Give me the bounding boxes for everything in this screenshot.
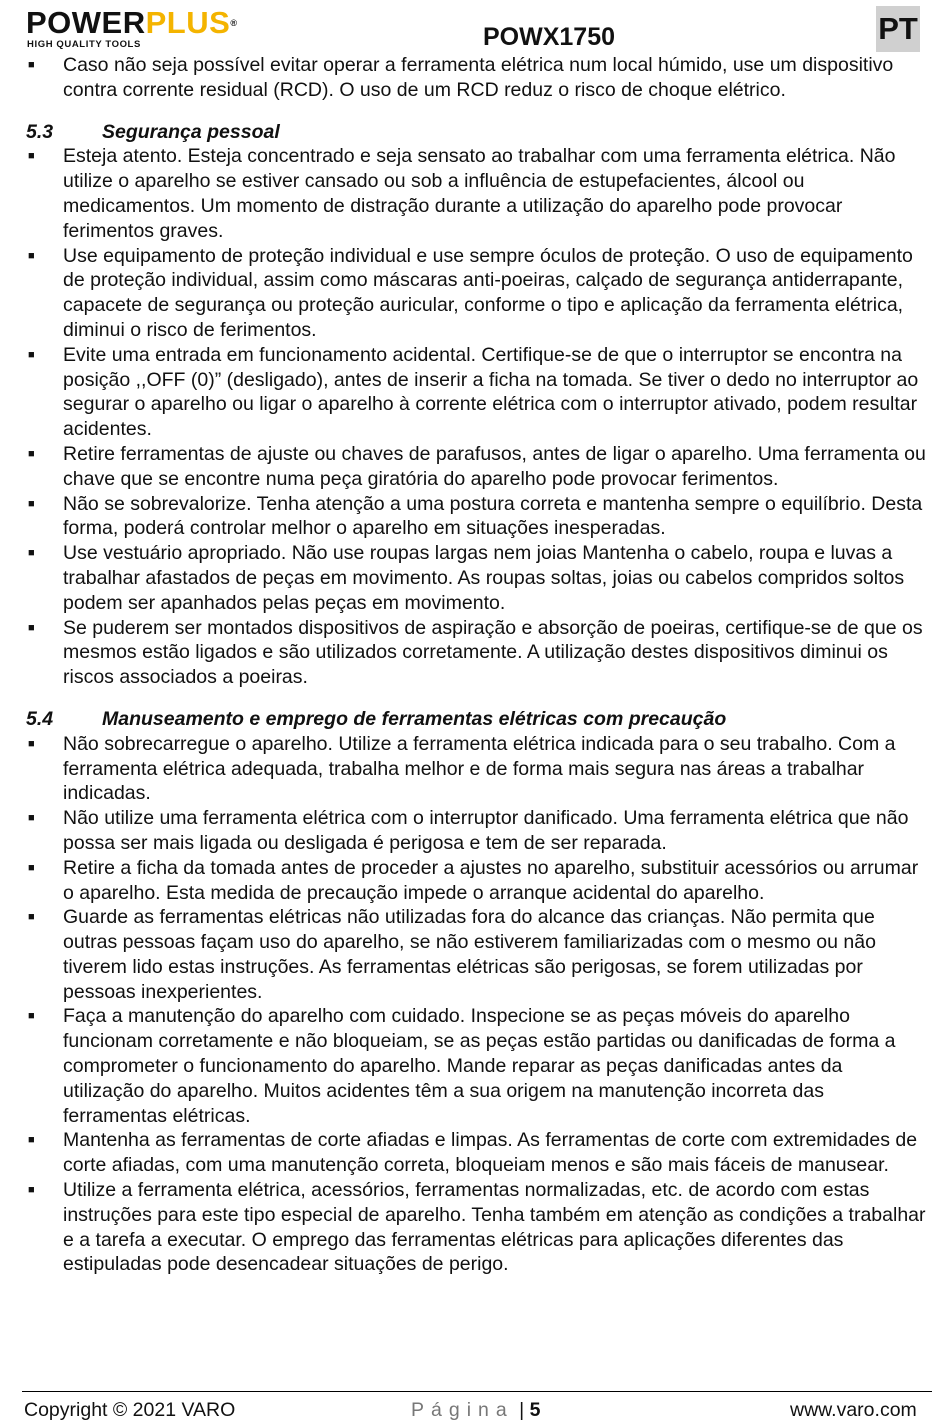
bullet-icon: ■ — [28, 812, 35, 825]
section-5-4-list — [26, 732, 926, 1278]
list-item: ■ Retire ferramentas de ajuste ou chaves de parafusos, antes de ligar o aparelho. Uma ferramenta ou chave que se encontre numa peça giratória do aparelho pode provocar ferimentos. — [28, 442, 926, 490]
page-separator: | — [513, 1399, 530, 1421]
bullet-icon: ■ — [28, 497, 35, 510]
section-title: Segurança pessoal — [102, 120, 280, 143]
list-item: ■ Retire a ficha da tomada antes de proceder a ajustes no aparelho, substituir acessórios ou arrumar o aparelho. Esta medida de precaução impede o arranque acidental do aparelho. — [28, 856, 919, 904]
bullet-icon: ■ — [28, 249, 35, 262]
section-heading-5-4 — [26, 707, 926, 732]
page-label: Página — [411, 1399, 514, 1421]
bullet-icon: ■ — [28, 1134, 35, 1147]
page-number: 5 — [529, 1399, 541, 1421]
bullet-icon: ■ — [28, 737, 35, 750]
intro-list — [26, 53, 926, 103]
bullet-icon: ■ — [28, 547, 35, 560]
list-item: ■ Faça a manutenção do aparelho com cuidado. Inspecione se as peças móveis do aparelho funcionam corretamente e não bloqueiam, se as peças estão partidas ou danificadas de forma a comprometer o funcionamento do aparelho. Mande reparar as peças danificadas antes da utilização do aparelho. Muitos acidentes têm a sua origem na manutenção incorreta das ferramentas elétricas. — [28, 1005, 896, 1127]
logo-wordmark: POWERPLUS® — [26, 5, 238, 40]
bullet-icon: ■ — [28, 348, 35, 361]
section-number: 5.3 — [26, 120, 54, 143]
bullet-icon: ■ — [28, 150, 35, 163]
footer-copyright: Copyright © 2021 VARO — [24, 1399, 236, 1421]
section-number: 5.4 — [26, 707, 54, 730]
bullet-icon: ■ — [28, 911, 35, 924]
model-number: POWX1750 — [483, 23, 616, 51]
list-item: ■ Não sobrecarregue o aparelho. Utilize a ferramenta elétrica indicada para o seu trabalho. Com a ferramenta elétrica adequada, trabalha melhor e de forma mais segura nas áreas a trabalhar indicadas. — [28, 732, 896, 805]
bullet-icon: ■ — [28, 447, 35, 460]
bullet-icon: ■ — [28, 1010, 35, 1023]
list-item: ■ Esteja atento. Esteja concentrado e seja sensato ao trabalhar com uma ferramenta elétrica. Não utilize o aparelho se estiver cansado ou sob a influência de estupefacientes, álcool ou medicamentos. Um momento de distração durante a utilização do aparelho pode provocar ferimentos graves. — [28, 145, 896, 242]
footer-website[interactable]: www.varo.com — [790, 1399, 917, 1421]
section-heading-5-3 — [26, 120, 926, 145]
list-item: ■ Use vestuário apropriado. Não use roupas largas nem joias Mantenha o cabelo, roupa e luvas a trabalhar afastados de peças em movimento. As roupas soltas, joias ou cabelos compridos soltos podem ser apanhados pelas peças em movimento. — [28, 542, 905, 614]
section-title: Manuseamento e emprego de ferramentas elétricas com precaução — [102, 707, 727, 730]
list-item: ■ Não utilize uma ferramenta elétrica com o interruptor danificado. Uma ferramenta elétrica que não possa ser mais ligada ou desligada é perigosa e tem de ser reparada. — [28, 807, 909, 854]
bullet-icon: ■ — [28, 1184, 35, 1197]
bullet-icon: ■ — [28, 861, 35, 874]
list-item: ■ Não se sobrevalorize. Tenha atenção a uma postura correta e mantenha sempre o equilíbrio. Desta forma, poderá controlar melhor o aparelho em situações inesperadas. — [28, 492, 923, 540]
footer-divider — [22, 1391, 932, 1392]
bullet-icon: ■ — [28, 59, 35, 71]
registered-mark: ® — [230, 18, 238, 28]
list-item: ■ Guarde as ferramentas elétricas não utilizadas fora do alcance das crianças. Não permita que outras pessoas façam uso do aparelho, se não estiverem familiarizadas com o mesmo ou não tiverem lido estas instruções. As ferramentas elétricas são perigosas, se forem utilizadas por pessoas inexperientes. — [28, 906, 876, 1003]
list-item: ■ Mantenha as ferramentas de corte afiadas e limpas. As ferramentas de corte com extremidades de corte afiadas, com uma manutenção correta, bloqueiam menos e são mais fáceis de manusear. — [28, 1129, 918, 1177]
list-item: ■ Evite uma entrada em funcionamento acidental. Certifique-se de que o interruptor se encontra na posição ,,OFF (0)” (desligado), antes de inserir a ficha na tomada. Se tiver o dedo no interruptor ao segurar o aparelho ou ligar o aparelho à corrente elétrica com o interruptor ativado, podem resultar acidentes. — [28, 343, 919, 441]
list-item: ■ Caso não seja possível evitar operar a ferramenta elétrica num local húmido, use um dispositivo contra corrente residual (RCD). O uso de um RCD reduz o risco de choque elétrico. — [28, 54, 894, 101]
list-item: ■ Use equipamento de proteção individual e use sempre óculos de proteção. O uso de equipamento de proteção individual, assim como máscaras anti-poeiras, calçado de segurança antiderrapante, capacete de segurança ou proteção auricular, conforme o tipo e aplicação da ferramenta elétrica, diminui o risco de ferimentos. — [28, 244, 913, 341]
page-body — [26, 53, 926, 1277]
footer-page-indicator — [411, 1397, 540, 1423]
bullet-icon: ■ — [28, 621, 35, 634]
list-item: ■ Utilize a ferramenta elétrica, acessórios, ferramentas normalizadas, etc. de acordo com estas instruções para este tipo especial de aparelho. Tenha também em atenção as condições a trabalhar e a tarefa a executar. O emprego das ferramentas elétricas para aplicações diferentes das estipuladas pode desencadear situações de perigo. — [28, 1179, 926, 1276]
language-badge: PT — [876, 6, 920, 52]
list-item: ■ Se puderem ser montados dispositivos de aspiração e absorção de poeiras, certifique-se de que os mesmos estão ligados e são utilizados corretamente. A utilização destes dispositivos diminui os riscos associados a poeiras. — [28, 616, 923, 689]
brand-logo — [26, 6, 286, 50]
logo-tagline: HIGH QUALITY TOOLS — [27, 39, 141, 50]
section-5-3-list — [26, 144, 926, 690]
